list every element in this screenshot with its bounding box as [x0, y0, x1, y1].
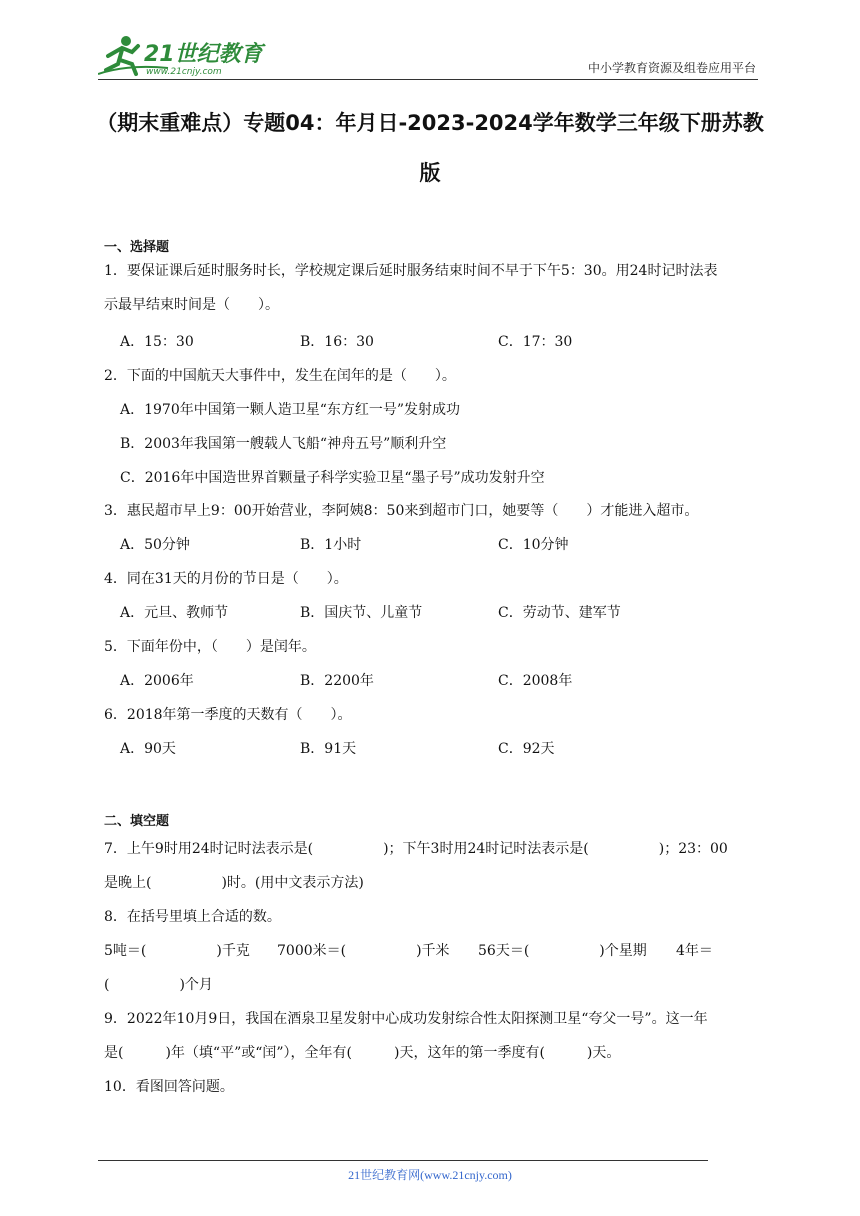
logo-text: 21世纪教育	[144, 42, 263, 67]
question-3: 3．惠民超市早上9：00开始营业，李阿姨8：50来到超市门口，她要等（ ）才能进入超市。	[104, 503, 699, 519]
question-9-line-1: 9．2022年10月9日，我国在酒泉卫星发射中心成功发射综合性太阳探测卫星“夸父一号”。这一年	[104, 1011, 708, 1027]
question-8-stem: 8．在括号里填上合适的数。	[104, 909, 281, 925]
q3-option-a: A．50分钟	[120, 537, 190, 553]
q8-item-3: 56天＝( )个星期	[478, 943, 647, 959]
q5-option-b: B．2200年	[300, 673, 374, 689]
header-divider	[98, 79, 758, 80]
q4-option-a: A．元旦、教师节	[120, 605, 229, 621]
question-2: 2．下面的中国航天大事件中，发生在闰年的是（ ）。	[104, 368, 456, 384]
q2-option-c: C．2016年中国造世界首颗量子科学实验卫星“墨子号”成功发射升空	[120, 470, 545, 486]
question-9-line-2: 是( )年（填“平”或“闰”），全年有( )天，这年的第一季度有( )天。	[104, 1045, 621, 1061]
logo-21cnjy-icon	[98, 34, 278, 78]
q1-option-a: A．15：30	[120, 334, 194, 350]
question-1-line-2: 示最早结束时间是（ ）。	[104, 296, 279, 313]
header-platform-text: 中小学教育资源及组卷应用平台	[587, 61, 756, 75]
q5-option-c: C．2008年	[498, 673, 573, 689]
question-7-line-1: 7．上午9时用24时记时法表示是( )；下午3时用24时记时法表示是( )；23：00	[104, 841, 728, 857]
q4-option-c: C．劳动节、建军节	[498, 605, 621, 621]
title-line-2: 版	[419, 161, 441, 185]
q6-option-b: B．91天	[300, 741, 357, 757]
q3-option-b: B．1小时	[300, 537, 362, 553]
q2-option-b: B．2003年我国第一艘载人飞船“神舟五号”顺利升空	[120, 436, 447, 452]
q2-option-a: A．1970年中国第一颗人造卫星“东方红一号”发射成功	[120, 402, 461, 418]
page-header	[98, 34, 758, 82]
q1-option-c: C．17：30	[498, 334, 573, 350]
q3-option-c: C．10分钟	[498, 537, 569, 553]
q8-item-2: 7000米＝( )千米	[277, 943, 450, 959]
section-heading-choice: 一、选择题	[104, 240, 170, 255]
question-7-line-2: 是晚上( )时。(用中文表示方法)	[104, 875, 364, 891]
question-10: 10．看图回答问题。	[104, 1079, 234, 1095]
question-6: 6．2018年第一季度的天数有（ ）。	[104, 707, 352, 723]
question-1	[104, 255, 764, 322]
question-1-line-1: 1．要保证课后延时服务时长，学校规定课后延时服务结束时间不早于下午5：30。用24时记时法表	[104, 263, 718, 279]
q8-item-4: 4年＝	[676, 943, 713, 959]
question-4: 4．同在31天的月份的节日是（ ）。	[104, 571, 348, 587]
question-5: 5．下面年份中，（ ）是闰年。	[104, 639, 316, 655]
q6-option-a: A．90天	[120, 741, 176, 757]
footer-divider	[98, 1160, 708, 1161]
title-line-1: （期末重难点）专题04：年月日-2023-2024学年数学三年级下册苏教	[96, 111, 764, 135]
q5-option-a: A．2006年	[120, 673, 194, 689]
q6-option-c: C．92天	[498, 741, 555, 757]
q8-item-1: 5吨＝( )千克	[104, 943, 250, 959]
footer-link[interactable]: 21世纪教育网(www.21cnjy.com)	[348, 1168, 512, 1182]
document-title	[60, 98, 800, 198]
q8-item-4-tail: ( )个月	[104, 977, 213, 993]
q1-option-b: B．16：30	[300, 334, 374, 350]
logo-url: www.21cnjy.com	[146, 67, 222, 77]
section-heading-fill: 二、填空题	[104, 814, 170, 829]
q4-option-b: B．国庆节、儿童节	[300, 605, 423, 621]
